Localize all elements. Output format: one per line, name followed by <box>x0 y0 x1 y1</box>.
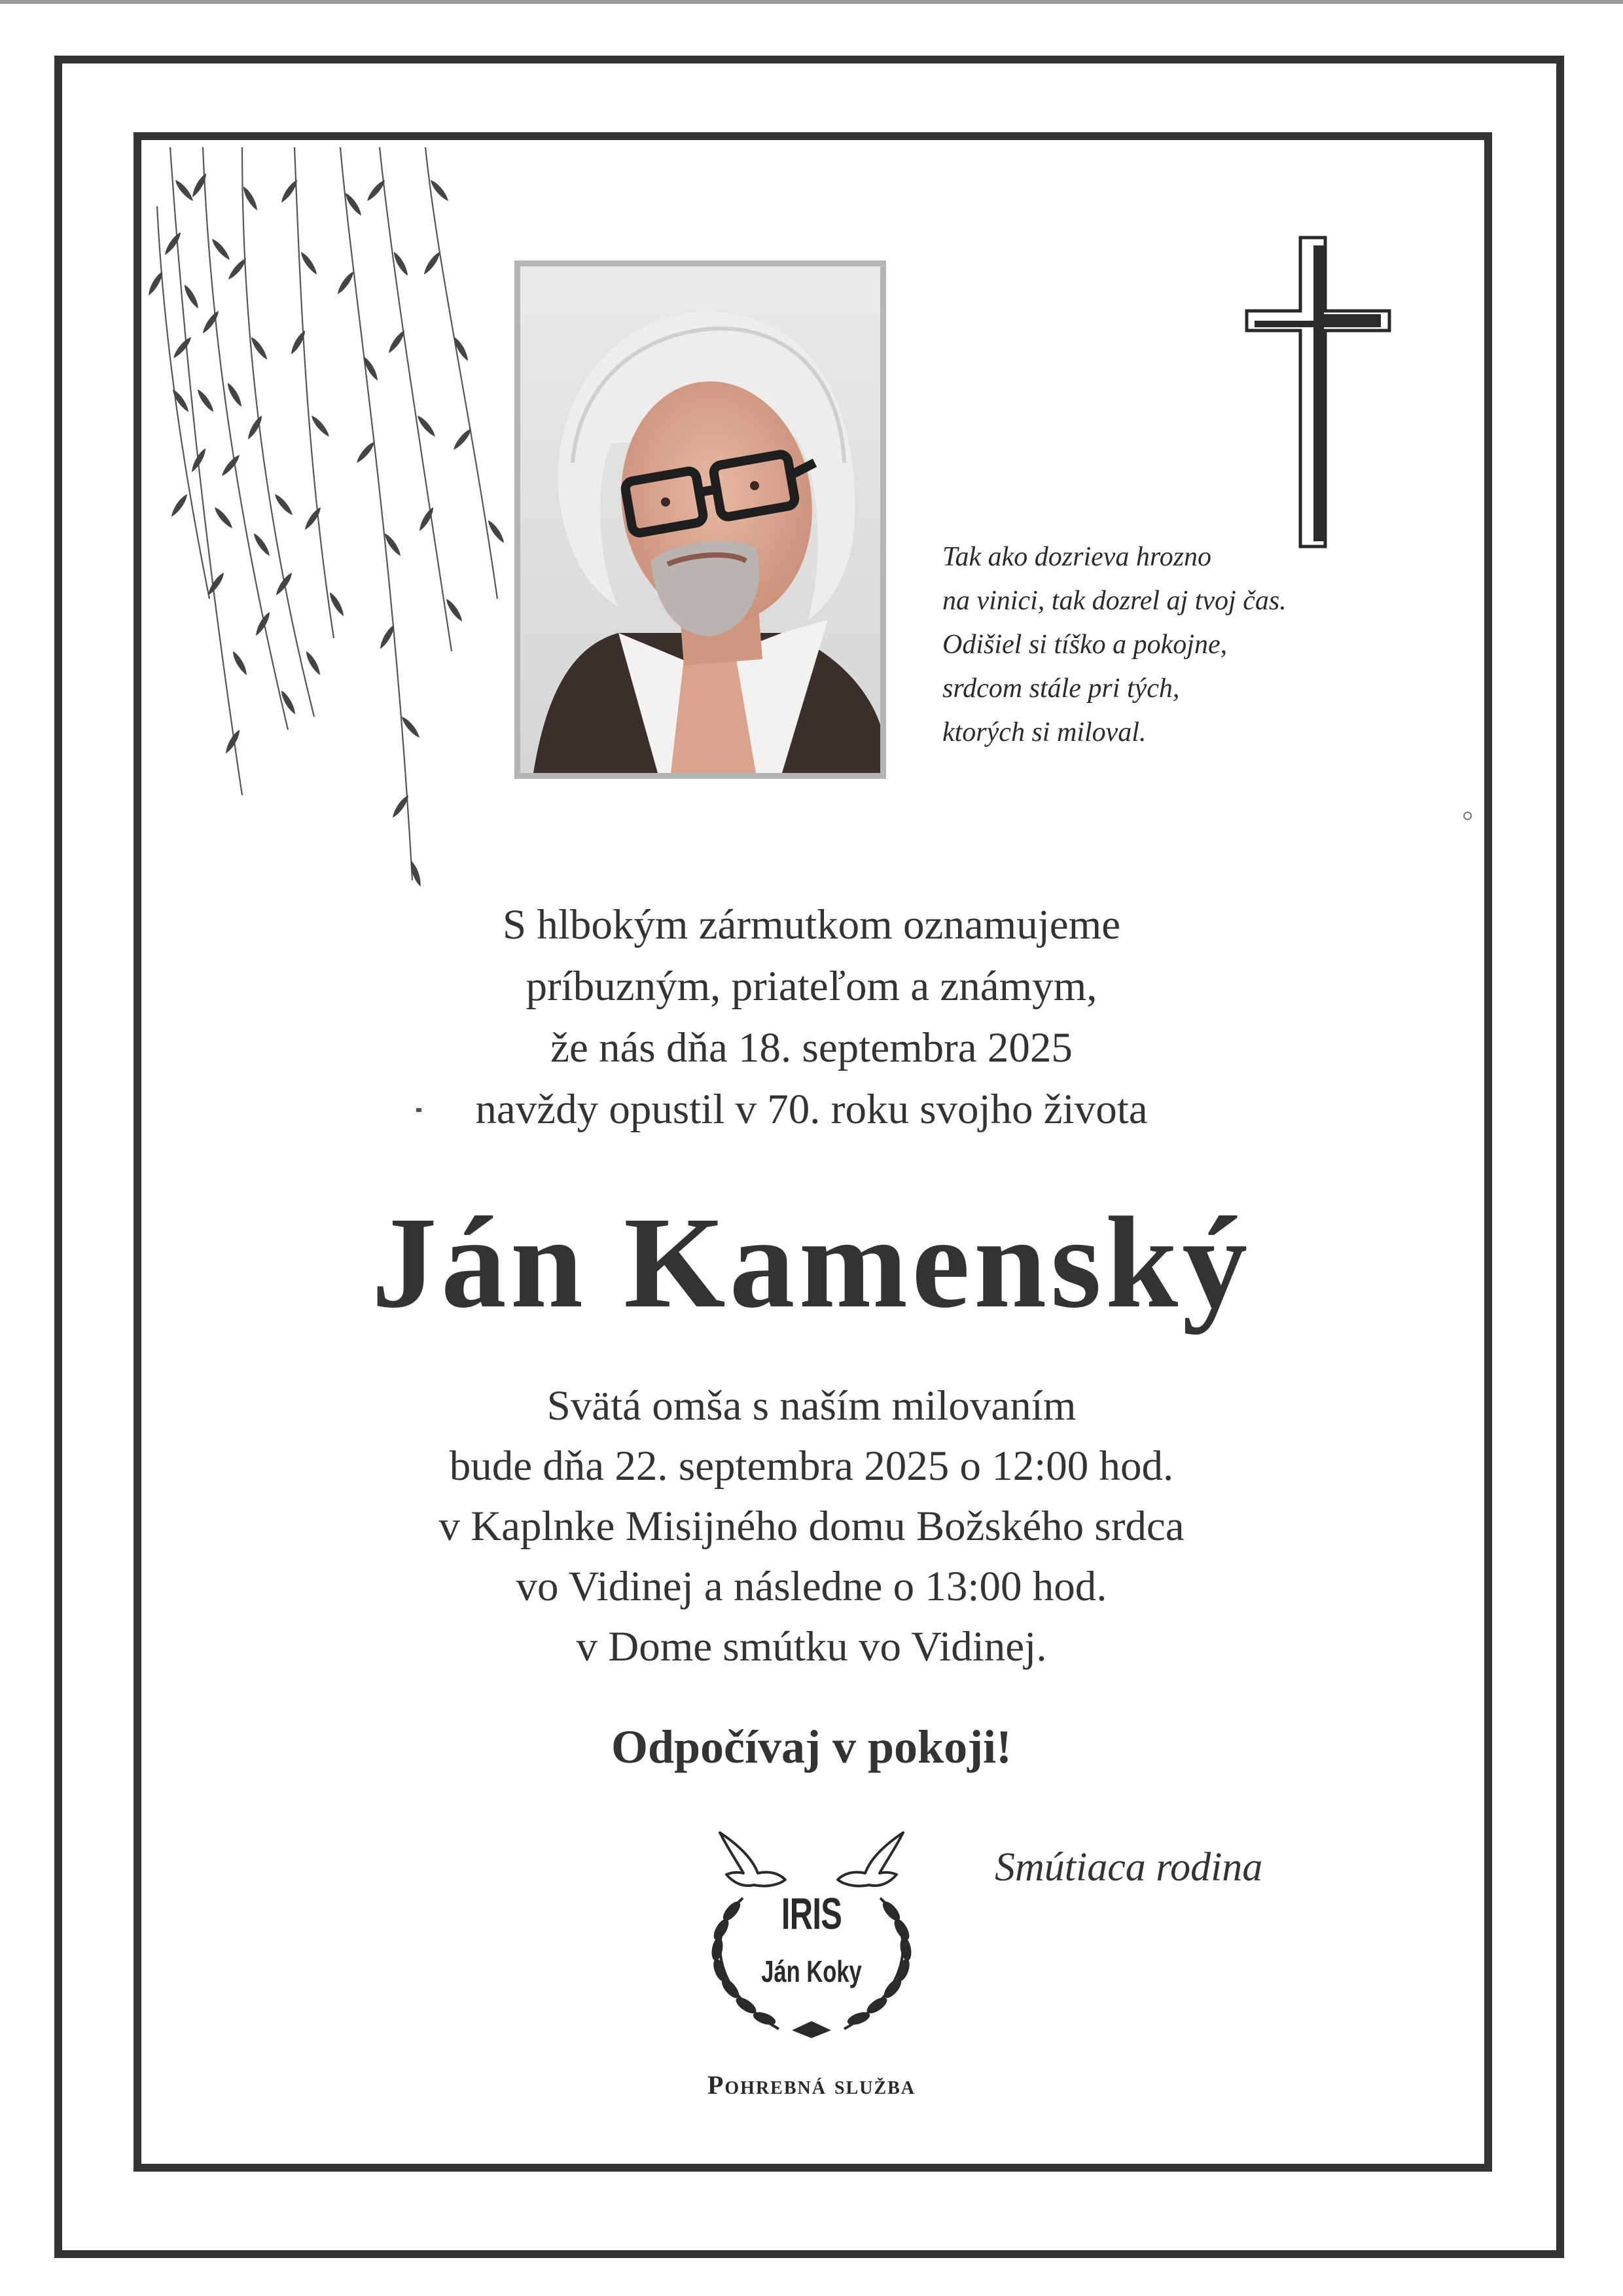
farewell: Odpočívaj v pokoji! <box>611 1721 1012 1773</box>
poem-line: na vinici, tak dozrel aj tvoj čas. <box>942 586 1287 616</box>
portrait-photo <box>520 266 880 773</box>
poem-line: srdcom stále pri tých, <box>942 673 1180 704</box>
deceased-name: Ján Kamenský <box>371 1191 1252 1335</box>
logo-brand: IRIS <box>781 1889 842 1939</box>
stray-mark <box>416 1108 421 1112</box>
mass-line: Svätá omša s naším milovaním <box>546 1382 1077 1429</box>
poem-line: ktorých si miloval. <box>942 717 1147 747</box>
poem <box>942 535 1440 755</box>
scan-mark <box>1463 812 1472 820</box>
mass-line: bude dňa 22. septembra 2025 o 12:00 hod. <box>449 1443 1174 1490</box>
top-rule <box>0 0 1623 4</box>
signature: Smútiaca rodina <box>995 1845 1263 1890</box>
announcement-line: navždy opustil v 70. roku svojho života <box>475 1086 1148 1133</box>
announcement-line: S hlbokým zármutkom oznamujeme <box>502 901 1121 948</box>
willow-branches-icon <box>144 141 510 893</box>
mass-line: v Dome smútku vo Vidinej. <box>576 1623 1047 1670</box>
logo-owner: Ján Koky <box>761 1954 862 1988</box>
announcement <box>0 894 1623 1140</box>
funeral-service-label: Pohrebná služba <box>707 2070 916 2100</box>
poem-line: Tak ako dozrieva hrozno <box>942 542 1212 572</box>
cross-icon <box>1240 232 1397 553</box>
mass-line: vo Vidinej a následne o 13:00 hod. <box>516 1563 1107 1610</box>
poem-line: Odišiel si tíško a pokojne, <box>942 630 1228 660</box>
portrait-photo-frame <box>514 260 886 779</box>
announcement-line: že nás dňa 18. septembra 2025 <box>550 1024 1073 1071</box>
mass-info <box>0 1376 1623 1677</box>
mass-line: v Kaplnke Misijného domu Božského srdca <box>438 1503 1185 1550</box>
announcement-line: príbuzným, priateľom a známym, <box>526 963 1097 1010</box>
